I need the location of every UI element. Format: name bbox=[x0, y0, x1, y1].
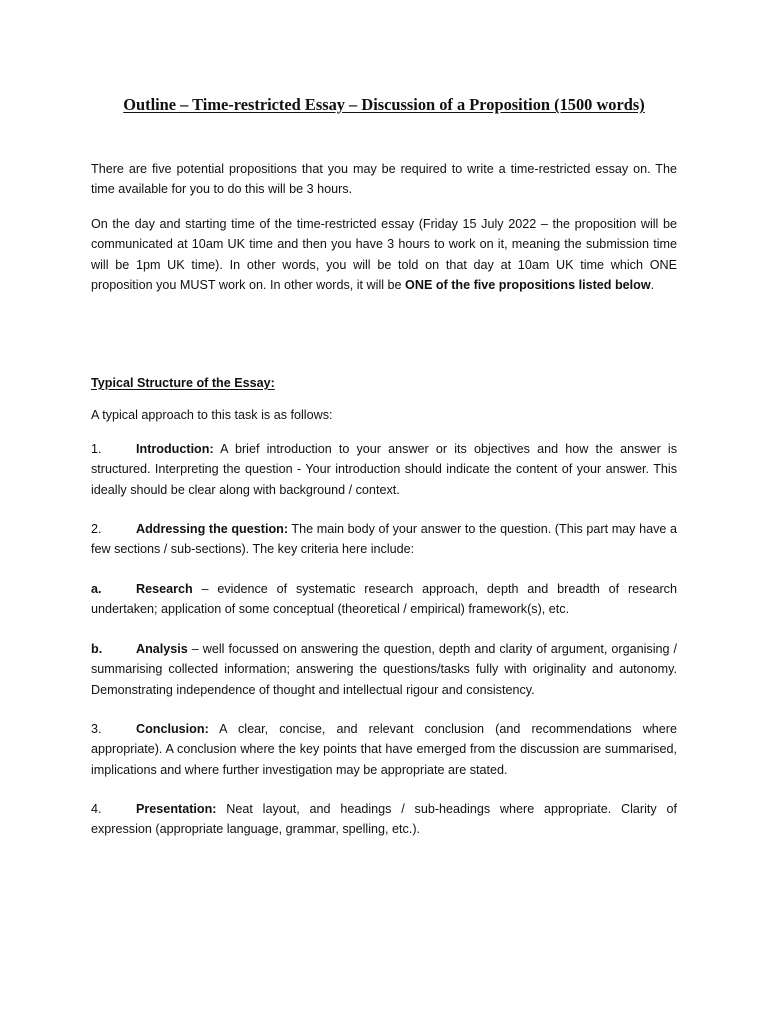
intro-paragraph: There are five potential propositions that you may be required to write a time-restricted essay on. The time available for you to do this will be 3 hours. bbox=[91, 162, 677, 197]
item-label: Analysis bbox=[136, 642, 188, 656]
list-item bbox=[91, 579, 677, 620]
item-marker: 3. bbox=[91, 722, 102, 736]
timing-end: . bbox=[650, 278, 655, 293]
item-label: Conclusion: bbox=[136, 722, 209, 736]
item-text: Neat layout, and headings / sub-headings where appropriate. Clarity of expression (appropriate language, grammar, spelling, etc.). bbox=[91, 802, 677, 837]
item-text: – evidence of systematic research approach, depth and breadth of research undertaken; application of some conceptual (theoretical / empirical) framework(s), etc. bbox=[91, 582, 677, 617]
timing-paragraph bbox=[91, 214, 677, 296]
item-marker: 1. bbox=[91, 442, 102, 456]
item-text: The main body of your answer to the question. (This part may have a few sections / sub-sections). The key criteria here include: bbox=[91, 522, 677, 557]
document-title: Outline – Time-restricted Essay – Discussion of a Proposition (1500 words) bbox=[123, 95, 645, 114]
item-marker: a. bbox=[91, 582, 102, 596]
timing-text: On the day and starting time of the time-restricted essay (Friday 15 July 2022 – the proposition will be communicated at 10am UK time and then you have 3 hours to work on it, meaning the submission time will be 1pm UK time). In other words, you will be told on that day at 10am UK time which ONE proposition you MUST work on. In other words, it will be bbox=[91, 217, 677, 293]
item-text: A clear, concise, and relevant conclusion (and recommendations where appropriate). A conclusion where the key points that have emerged from the discussion are summarised, implications and where further investigation may be appropriate are stated. bbox=[91, 722, 677, 777]
item-label: Addressing the question: bbox=[136, 522, 289, 536]
item-text: – well focussed on answering the question, depth and clarity of argument, organising / summarising collected information; answering the questions/tasks fully with originality and autonomy. Demonstrating independence of thought and intellectual rigour and consistency. bbox=[91, 642, 677, 697]
item-label: Presentation: bbox=[136, 802, 217, 816]
list-item bbox=[91, 719, 677, 780]
structure-heading: Typical Structure of the Essay: bbox=[91, 376, 275, 390]
list-item bbox=[91, 799, 677, 840]
item-label: Research bbox=[136, 582, 193, 596]
list-item bbox=[91, 439, 677, 500]
timing-emphasis: ONE of the five propositions listed below bbox=[405, 278, 651, 293]
item-marker: b. bbox=[91, 642, 103, 656]
approach-line: A typical approach to this task is as follows: bbox=[91, 408, 333, 422]
item-marker: 2. bbox=[91, 522, 102, 536]
item-text: A brief introduction to your answer or its objectives and how the answer is structured. Interpreting the question - Your introduction should indicate the content of your answer. This ideally should be clear along with background / context. bbox=[91, 442, 677, 497]
list-item bbox=[91, 639, 677, 700]
item-label: Introduction: bbox=[136, 442, 214, 456]
item-marker: 4. bbox=[91, 802, 102, 816]
list-item bbox=[91, 519, 677, 560]
